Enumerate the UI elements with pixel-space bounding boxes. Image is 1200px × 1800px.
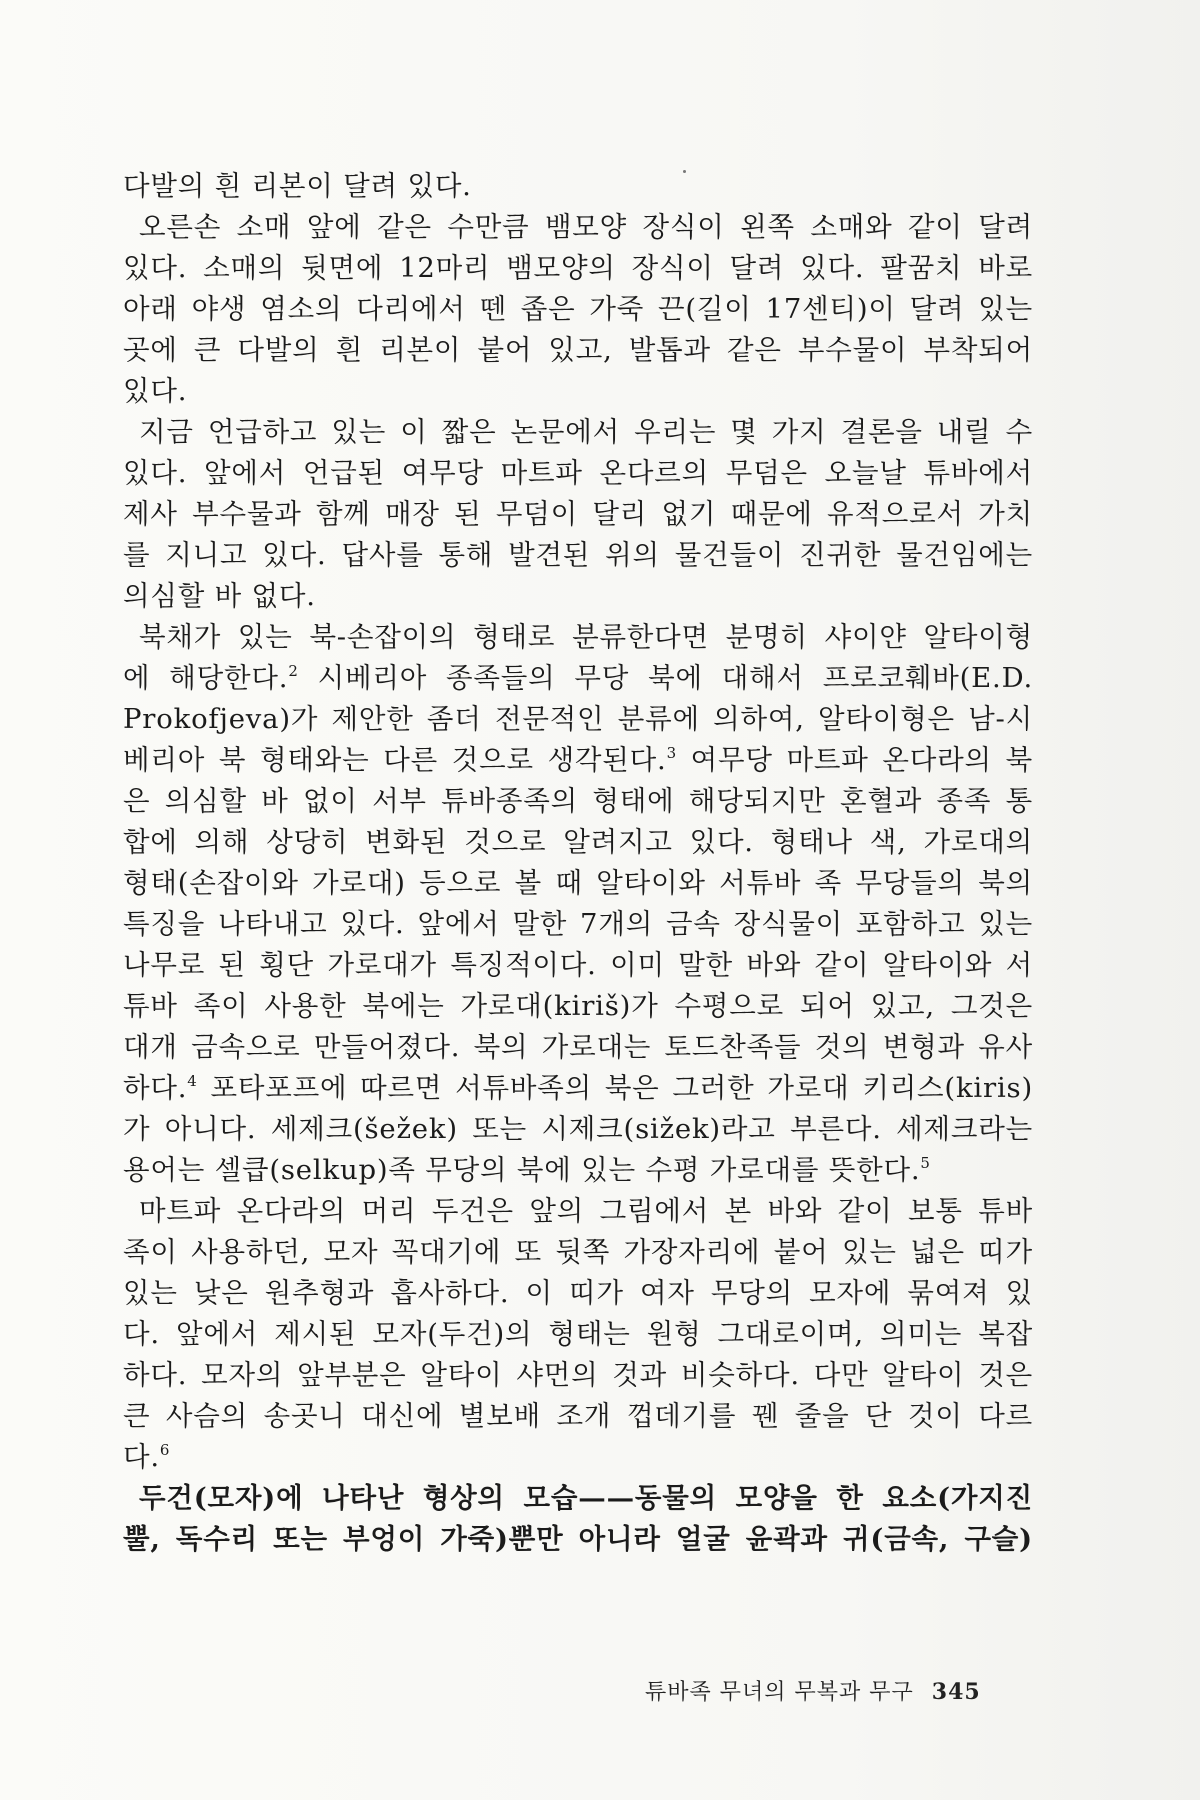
text-line [123,535,1033,576]
line-text: 북채가 있는 북-손잡이의 형태로 분류한다면 분명히 샤이얀 알타이형 [139,621,1033,653]
line-text: 있는 낮은 원추형과 흡사하다. 이 띠가 여자 무당의 모자에 묶여져 있 [123,1277,1033,1309]
line-text: 곳에 큰 다발의 흰 리본이 붙어 있고, 발톱과 같은 부수물이 부착되어 [123,334,1033,366]
text-line [123,904,1033,945]
body-text [123,166,1033,1560]
line-text: 있다. 소매의 뒷면에 12마리 뱀모양의 장식이 달려 있다. 팔꿈치 바로 [123,252,1033,284]
line-text: 나무로 된 횡단 가로대가 특징적이다. 이미 말한 바와 같이 알타이와 서 [123,949,1033,981]
text-line [123,289,1033,330]
line-text: 마트파 온다라의 머리 두건은 앞의 그림에서 본 바와 같이 보통 튜바 [139,1195,1033,1227]
text-line [123,1273,1033,1314]
text-line [123,453,1033,494]
text-line [123,494,1033,535]
line-text: 하다. [123,1072,188,1104]
text-line [123,781,1033,822]
line-text: 합에 의해 상당히 변화된 것으로 알려지고 있다. 형태나 색, 가로대의 [123,826,1033,858]
text-line [123,1314,1033,1355]
line-text: 의심할 바 없다. [123,580,316,612]
page-footer [645,1675,981,1706]
page-number: 345 [931,1679,981,1705]
line-text-continued: 시베리아 종족들의 무당 북에 대해서 프로코훼바(E.D. [298,662,1033,694]
text-line [123,1232,1033,1273]
text-line [123,371,1033,412]
line-text: 은 의심할 바 없이 서부 튜바종족의 형태에 해당되지만 혼혈과 종족 통 [123,785,1033,817]
line-text: 가 아니다. 세제크(šežek) 또는 시제크(sižek)라고 부른다. 세제크라는 [123,1113,1033,1145]
text-line [123,822,1033,863]
line-text: 족이 사용하던, 모자 꼭대기에 또 뒷쪽 가장자리에 붙어 있는 넓은 띠가 [123,1236,1033,1268]
text-line [123,1191,1033,1232]
text-line [123,863,1033,904]
line-text: 있다. 앞에서 언급된 여무당 마트파 온다르의 무덤은 오늘날 튜바에서 [123,457,1033,489]
line-text: 용어는 셀큽(selkup)족 무당의 북에 있는 수평 가로대를 뜻한다. [123,1154,921,1186]
text-line [123,207,1033,248]
footnote-marker: 4 [187,1072,198,1090]
text-line [123,658,1033,699]
text-line [123,945,1033,986]
line-text: 아래 야생 염소의 다리에서 뗀 좁은 가죽 끈(길이 17센티)이 달려 있는 [123,293,1033,325]
line-text: 베리아 북 형태와는 다른 것으로 생각된다. [123,744,667,776]
line-text: 뿔, 독수리 또는 부엉이 가죽)뿐만 아니라 얼굴 윤곽과 귀(금속, 구슬) [123,1523,1033,1555]
text-line [123,1437,1033,1478]
text-line [123,166,1033,207]
footnote-marker: 5 [920,1154,931,1172]
line-text: 두건(모자)에 나타난 형상의 모습——동물의 모양을 한 요소(가지진 [139,1482,1033,1514]
line-text: 하다. 모자의 앞부분은 알타이 샤먼의 것과 비슷하다. 다만 알타이 것은 [123,1359,1033,1391]
text-line [123,986,1033,1027]
footnote-marker: 6 [159,1441,171,1459]
text-line [123,330,1033,371]
text-line [123,1109,1033,1150]
running-title: 튜바족 무녀의 무복과 무구 [645,1680,914,1705]
text-line [123,1355,1033,1396]
text-line [123,1150,1033,1191]
line-text: 튜바 족이 사용한 북에는 가로대(kiriš)가 수평으로 되어 있고, 그것은 [123,990,1033,1022]
line-text: 지금 언급하고 있는 이 짧은 논문에서 우리는 몇 가지 결론을 내릴 수 [139,416,1033,448]
footnote-marker: 3 [666,744,677,762]
line-text: 에 해당한다. [123,662,289,694]
line-text-continued: 여무당 마트파 온다라의 북 [676,744,1033,776]
text-line [123,412,1033,453]
line-text: Prokofjeva)가 제안한 좀더 전문적인 분류에 의하여, 알타이형은 남-시 [123,703,1033,735]
text-line [123,617,1033,658]
line-text: 다. 앞에서 제시된 모자(두건)의 형태는 원형 그대로이며, 의미는 복잡 [123,1318,1033,1350]
line-text: 특징을 나타내고 있다. 앞에서 말한 7개의 금속 장식물이 포함하고 있는 [123,908,1033,940]
line-text: 다. [123,1441,160,1473]
line-text: 있다. [123,375,188,407]
footnote-marker: 2 [288,662,299,680]
text-line [123,1027,1033,1068]
text-line [123,699,1033,740]
text-line [123,1519,1033,1560]
line-text: 를 지니고 있다. 답사를 통해 발견된 위의 물건들이 진귀한 물건임에는 [123,539,1033,571]
line-text: 제사 부수물과 함께 매장 된 무덤이 달리 없기 때문에 유적으로서 가치 [123,498,1033,530]
text-line [123,248,1033,289]
line-text-continued: 포타포프에 따르면 서튜바족의 북은 그러한 가로대 키리스(kiris) [197,1072,1033,1104]
text-line [123,1068,1033,1109]
line-text: 큰 사슴의 송곳니 대신에 별보배 조개 껍데기를 꿴 줄을 단 것이 다르 [123,1400,1033,1432]
line-text: 형태(손잡이와 가로대) 등으로 볼 때 알타이와 서튜바 족 무당들의 북의 [123,867,1033,899]
text-line [123,576,1033,617]
text-line [123,740,1033,781]
line-text: 대개 금속으로 만들어졌다. 북의 가로대는 토드찬족들 것의 변형과 유사 [123,1031,1033,1063]
line-text: 오른손 소매 앞에 같은 수만큼 뱀모양 장식이 왼쪽 소매와 같이 달려 [139,211,1033,243]
text-line [123,1478,1033,1519]
text-line [123,1396,1033,1437]
line-text: 다발의 흰 리본이 달려 있다. [123,170,472,202]
